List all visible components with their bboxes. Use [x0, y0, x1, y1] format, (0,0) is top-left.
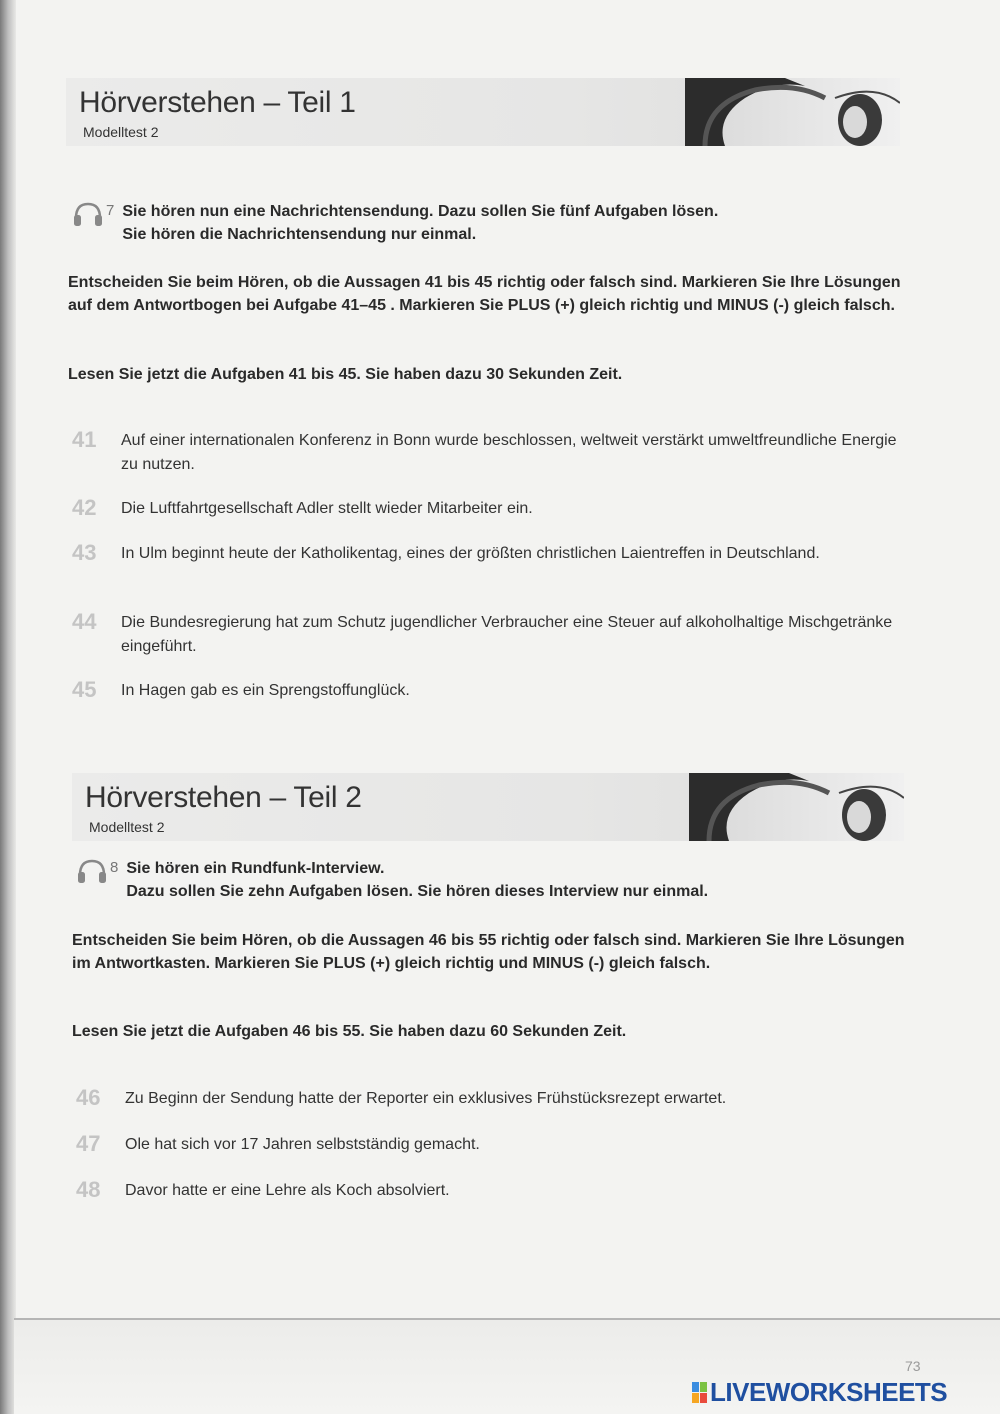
audio-track-instruction [76, 857, 708, 903]
headphones-photo [689, 773, 904, 841]
statement-number: 46 [76, 1085, 101, 1110]
statement-number: 47 [76, 1131, 101, 1156]
section-subtitle: Modelltest 2 [89, 819, 165, 835]
task-instruction: Entscheiden Sie beim Hören, ob die Aussagen 46 bis 55 richtig oder falsch sind. Markieren Sie Ihre Lösungen im Antwortkasten. Markieren Sie PLUS (+) gleich richtig und MINUS (-) gleich falsch. [72, 932, 905, 972]
statement-text: Davor hatte er eine Lehre als Koch absolviert. [125, 1182, 450, 1199]
statement-text: Die Bundesregierung hat zum Schutz jugendlicher Verbraucher eine Steuer auf alkoholhaltige Mischgetränke eingeführt. [121, 614, 893, 655]
liveworksheets-logo-icon [692, 1382, 708, 1404]
statement-list [76, 1086, 906, 1208]
statement-item [72, 541, 902, 610]
task-instruction: Entscheiden Sie beim Hören, ob die Aussagen 41 bis 45 richtig oder falsch sind. Markieren Sie Ihre Lösungen auf dem Antwortbogen bei Aufgabe 41–45 . Markieren Sie PLUS (+) gleich richtig und MINUS (-) gleich falsch. [68, 274, 901, 314]
statement-list [72, 428, 902, 708]
statement-item [76, 1086, 906, 1132]
audio-track-instruction [72, 200, 718, 246]
reading-time-instruction: Lesen Sie jetzt die Aufgaben 41 bis 45. Sie haben dazu 30 Sekunden Zeit. [68, 366, 623, 383]
track-line-2: Sie hören die Nachrichtensendung nur einmal. [122, 226, 477, 243]
statement-text: In Hagen gab es ein Sprengstoffunglück. [121, 682, 410, 699]
headphones-icon [72, 200, 106, 228]
statement-item [72, 610, 902, 678]
statement-text: In Ulm beginnt heute der Katholikentag, eines der größten christlichen Laientreffen in Deutschland. [121, 545, 820, 562]
statement-item [72, 496, 902, 541]
track-text [122, 200, 718, 246]
book-spine-shadow [0, 0, 16, 1414]
section-header [66, 78, 900, 146]
statement-number: 44 [72, 609, 97, 634]
statement-number: 45 [72, 677, 97, 702]
section-title: Hörverstehen – Teil 1 [79, 86, 356, 119]
track-line-2: Dazu sollen Sie zehn Aufgaben lösen. Sie hören dieses Interview nur einmal. [126, 883, 709, 900]
headphones-icon [76, 857, 110, 885]
statement-number: 43 [72, 540, 97, 565]
statement-number: 42 [72, 495, 97, 520]
statement-item [72, 428, 902, 496]
statement-item [72, 678, 902, 708]
track-line-1: Sie hören ein Rundfunk-Interview. [126, 860, 385, 877]
section-subtitle: Modelltest 2 [83, 124, 159, 140]
track-line-1: Sie hören nun eine Nachrichtensendung. Dazu sollen Sie fünf Aufgaben lösen. [122, 203, 719, 220]
statement-text: Die Luftfahrtgesellschaft Adler stellt wieder Mitarbeiter ein. [121, 500, 533, 517]
statement-text: Zu Beginn der Sendung hatte der Reporter ein exklusives Frühstücksrezept erwartet. [125, 1090, 727, 1107]
reading-time-instruction: Lesen Sie jetzt die Aufgaben 46 bis 55. Sie haben dazu 60 Sekunden Zeit. [72, 1023, 627, 1040]
section-title: Hörverstehen – Teil 2 [85, 781, 362, 814]
track-text [126, 857, 708, 903]
statement-number: 41 [72, 427, 97, 452]
track-number: 8 [110, 859, 119, 876]
track-number: 7 [106, 202, 115, 219]
statement-text: Ole hat sich vor 17 Jahren selbstständig gemacht. [125, 1136, 480, 1153]
headphones-photo [685, 78, 900, 146]
statement-item [76, 1132, 906, 1178]
statement-number: 48 [76, 1177, 101, 1202]
section-header [72, 773, 904, 841]
statement-item [76, 1178, 906, 1208]
liveworksheets-brand [692, 1377, 947, 1408]
brand-name: LIVEWORKSHEETS [710, 1377, 948, 1407]
page-number: 73 [905, 1358, 921, 1374]
statement-text: Auf einer internationalen Konferenz in Bonn wurde beschlossen, weltweit verstärkt umweltfreundliche Energie zu nutzen. [121, 432, 897, 473]
